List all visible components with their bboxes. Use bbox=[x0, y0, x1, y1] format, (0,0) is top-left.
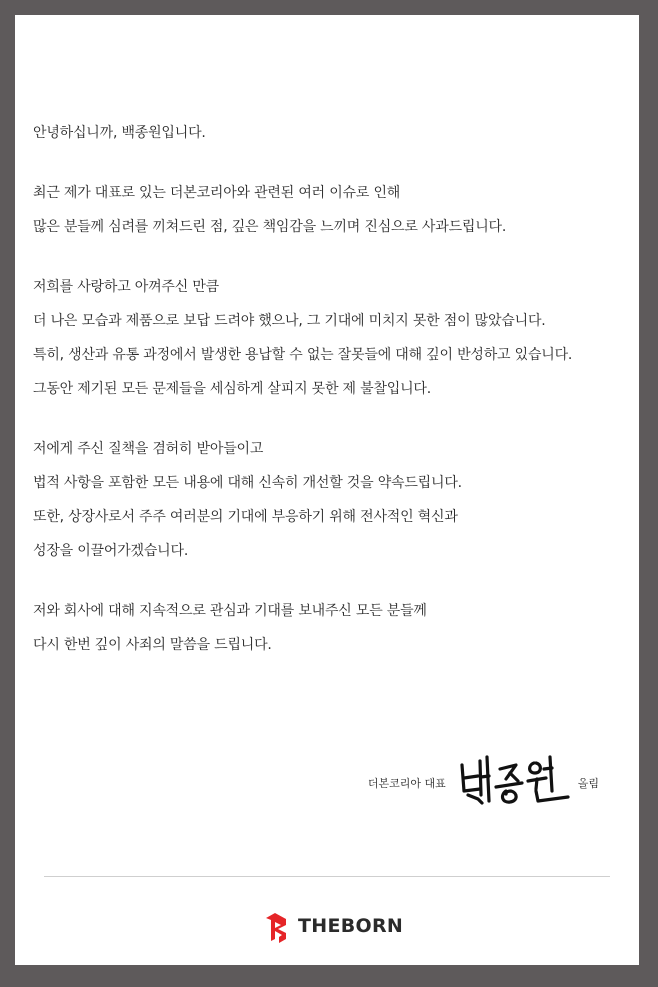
apology-letter-body bbox=[33, 116, 623, 662]
brand-footer bbox=[259, 908, 403, 944]
brand-name: THEBORN bbox=[298, 915, 404, 937]
letter-line: 많은 분들께 심려를 끼쳐드린 점, 깊은 책임감을 느끼며 진심으로 사과드립니다. bbox=[33, 219, 507, 235]
letter-line: 또한, 상장사로서 주주 여러분의 기대에 부응하기 위해 전사적인 혁신과 bbox=[33, 509, 458, 525]
letter-line: 저와 회사에 대해 지속적으로 관심과 기대를 보내주신 모든 분들께 bbox=[33, 603, 427, 619]
letter-paragraph bbox=[33, 432, 623, 568]
letter-paragraph bbox=[33, 594, 623, 662]
letter-line: 더 나은 모습과 제품으로 보답 드려야 했으나, 그 기대에 미치지 못한 점이 많았습니다. bbox=[33, 313, 546, 329]
letter-line: 다시 한번 깊이 사죄의 말씀을 드립니다. bbox=[33, 637, 272, 653]
footer-divider bbox=[44, 876, 610, 877]
theborn-logo-icon bbox=[259, 908, 295, 944]
letter-line: 저희를 사랑하고 아껴주신 만큼 bbox=[33, 279, 219, 295]
letter-line: 성장을 이끌어가겠습니다. bbox=[33, 543, 189, 559]
signature-block bbox=[368, 750, 599, 810]
letter-line: 저에게 주신 질책을 겸허히 받아들이고 bbox=[33, 441, 264, 457]
handwritten-signature bbox=[456, 751, 574, 809]
letter-paragraph bbox=[33, 116, 623, 150]
letter-line: 특히, 생산과 유통 과정에서 발생한 용납할 수 없는 잘못들에 대해 깊이 반성하고 있습니다. bbox=[33, 347, 573, 363]
letter-paragraph bbox=[33, 176, 623, 244]
letter-line: 안녕하십니까, 백종원입니다. bbox=[33, 125, 206, 141]
letter-line: 법적 사항을 포함한 모든 내용에 대해 신속히 개선할 것을 약속드립니다. bbox=[33, 475, 462, 491]
letter-line: 최근 제가 대표로 있는 더본코리아와 관련된 여러 이슈로 인해 bbox=[33, 185, 401, 201]
signature-closing: 올림 bbox=[577, 777, 599, 790]
letter-paper bbox=[15, 15, 639, 965]
letter-paragraph bbox=[33, 270, 623, 406]
letter-line: 그동안 제기된 모든 문제들을 세심하게 살피지 못한 제 불찰입니다. bbox=[33, 381, 431, 397]
signer-title: 더본코리아 대표 bbox=[367, 777, 446, 790]
